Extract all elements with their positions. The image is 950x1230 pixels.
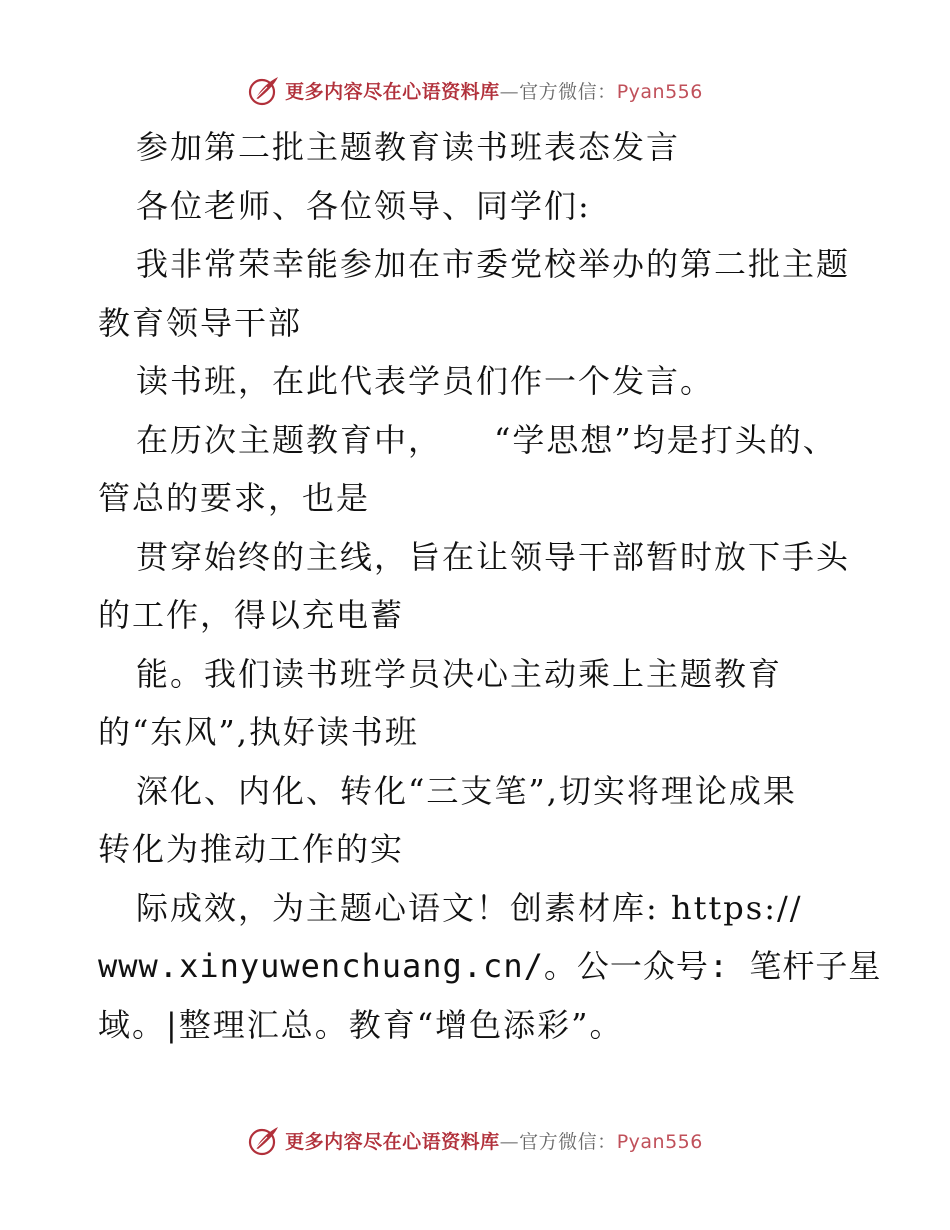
- banner-dash: —: [499, 1130, 520, 1153]
- banner-wechat-id: Pyan556: [616, 80, 703, 103]
- banner-wechat-id: Pyan556: [616, 1130, 703, 1153]
- paragraph-line: 在历次主题教育中， “学思想”均是打头的、: [136, 421, 837, 459]
- feather-pen-logo-icon: [247, 73, 281, 107]
- document-title: 参加第二批主题教育读书班表态发言: [136, 128, 681, 166]
- header-banner: [0, 70, 950, 110]
- banner-sub-text: 官方微信：: [519, 1130, 617, 1153]
- paragraph-line: www.xinyuwenchuang.cn/。公一众号: 笔杆子星: [98, 947, 882, 985]
- paragraph-line: 际成效，为主题心语文！创素材库: https://: [136, 889, 803, 927]
- banner-main-text: 更多内容尽在心语资料库: [285, 80, 500, 103]
- paragraph-line: 域。|整理汇总。教育“增色添彩”。: [98, 1006, 624, 1044]
- paragraph-line: 教育领导干部: [98, 304, 303, 342]
- paragraph-line: 转化为推动工作的实: [98, 830, 405, 868]
- banner-sub-text: 官方微信：: [519, 80, 617, 103]
- footer-banner: [0, 1120, 950, 1160]
- paragraph-line: 能。我们读书班学员决心主动乘上主题教育: [136, 655, 783, 693]
- paragraph-line: 我非常荣幸能参加在市委党校举办的第二批主题: [136, 245, 851, 283]
- header-banner-text: [285, 77, 703, 104]
- banner-dash: —: [499, 80, 520, 103]
- paragraph-line: 的“东风”,执好读书班: [98, 713, 419, 751]
- paragraph-line: 贯穿始终的主线，旨在让领导干部暂时放下手头: [136, 538, 851, 576]
- footer-banner-text: [285, 1127, 703, 1154]
- paragraph-line: 读书班，在此代表学员们作一个发言。: [136, 362, 715, 400]
- paragraph-line: 管总的要求，也是: [98, 479, 371, 517]
- feather-pen-logo-icon: [247, 1123, 281, 1157]
- paragraph-line: 的工作，得以充电蓄: [98, 596, 405, 634]
- banner-main-text: 更多内容尽在心语资料库: [285, 1130, 500, 1153]
- salutation: 各位老师、各位领导、同学们:: [136, 187, 591, 225]
- paragraph-line: 深化、内化、转化“三支笔”,切实将理论成果: [136, 772, 797, 810]
